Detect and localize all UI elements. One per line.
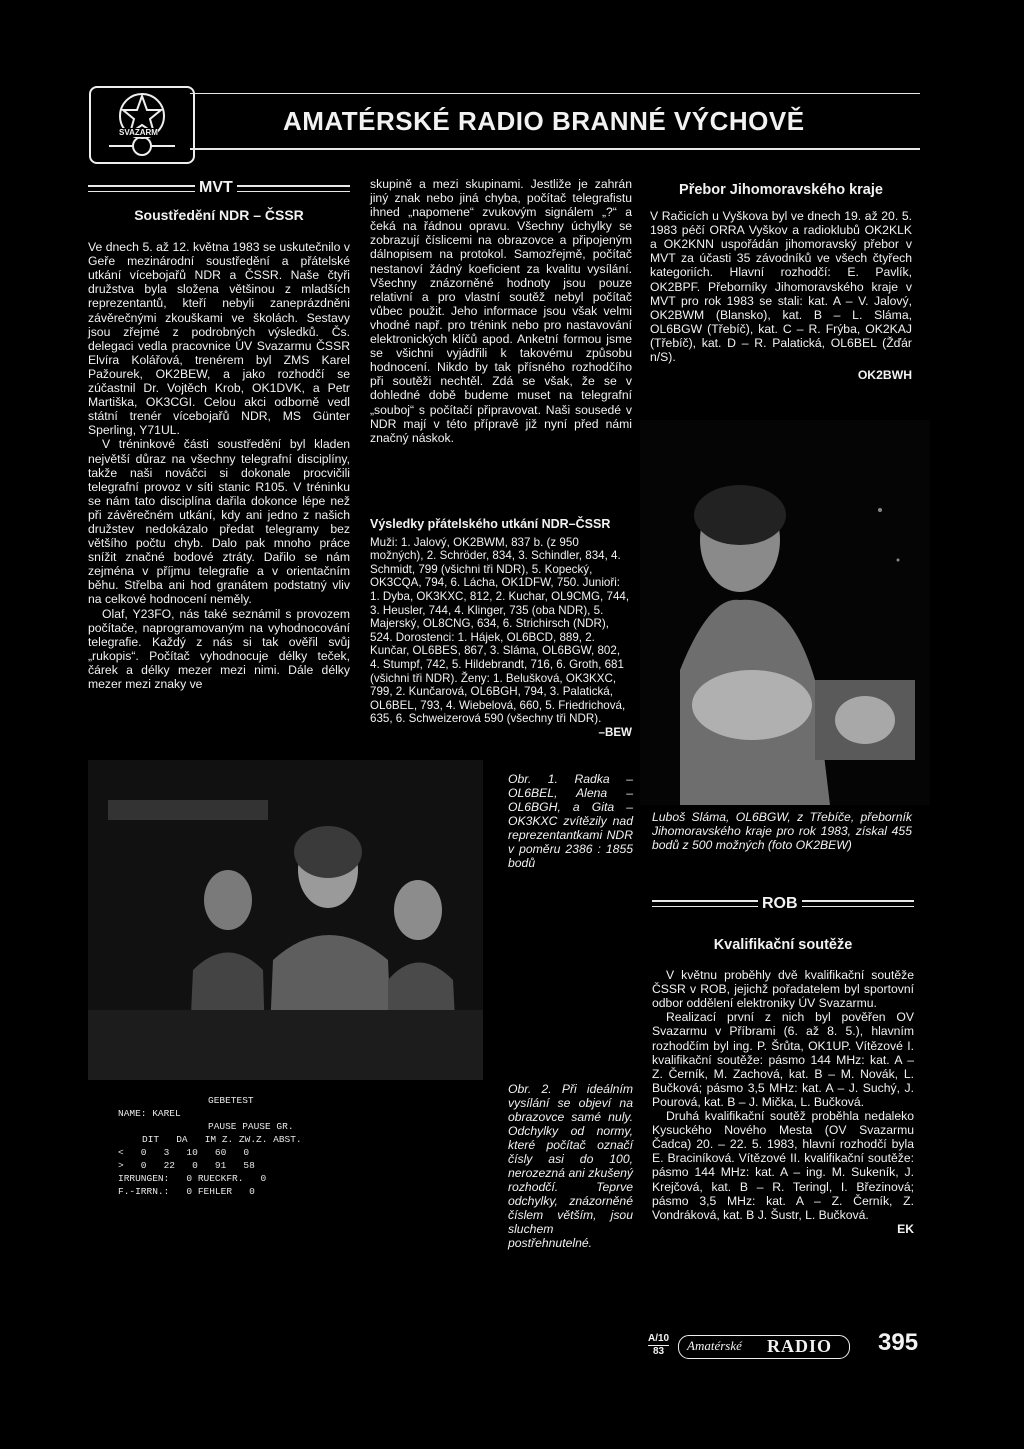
screen-photo bbox=[88, 1080, 483, 1285]
issue-top: A/10 bbox=[648, 1333, 670, 1344]
magazine-name: RADIO bbox=[767, 1336, 833, 1356]
header-rule-bottom bbox=[190, 148, 920, 150]
issue-number bbox=[648, 1333, 669, 1358]
screen-head1: PAUSE PAUSE GR. bbox=[208, 1121, 294, 1132]
left-column bbox=[88, 208, 350, 691]
left-paragraph-2: V tréninkové části soustředění byl kladen největší důraz na všechny telegrafní disciplíny, takže naši nováčci si dokonale procvičili telegrafní provoz v síti stanic R105. V tréninku se nám tato disciplína dařila dokonce lépe než při závěrečném utkání, kdy ani jedno z našich družstev nedokázalo předat telegramy bez většího počtu chyb. Dalo pak mnoho práce snížit značné bodové ztráty. Dařilo se nám zejména v příjmu telegrafie a v orientačním běhu. Střelba ani hod granátem podstatný vliv na celkové hodnocení neměly. bbox=[88, 437, 350, 607]
obr2-caption: Obr. 2. Při ideálním vysílání se objeví na obrazovce samé nuly. Odchylky od normy, které počítač označí čísly asi do 100, nerozezná ani zkušený rozhodčí. Teprve odchylky, znázorněné číslem větším, jsou sluchem postřehnutelné. bbox=[508, 1082, 633, 1250]
screen-row2: > 0 22 0 91 58 bbox=[118, 1160, 255, 1171]
team-photo bbox=[88, 760, 483, 1080]
rob-paragraph-1: V květnu proběhly dvě kvalifikační soutěže ČSSR v ROB, jejichž pořadatelem byl sportovní odbor oddělení elektroniky ÚV Svazarmu. bbox=[652, 968, 914, 1011]
mvt-banner: MVT bbox=[195, 179, 237, 197]
issue-bottom: 83 bbox=[653, 1346, 665, 1357]
right-heading: Přebor Jihomoravského kraje bbox=[679, 182, 883, 198]
rob-signature: EK bbox=[897, 1221, 914, 1236]
left-paragraph-3: Olaf, Y23FO, nás také seznámil s provozem počítače, naprogramovaným na vyhodnocování telegrafie. Každý z nás si tak ověřil svůj „rukopis“. Počítač vyhodnocuje délky teček, čárek a délky mezer mezi nimi. Dále délky mezer mezi znaky ve bbox=[88, 606, 350, 691]
screen-title: GEBETEST bbox=[208, 1095, 254, 1106]
right-column bbox=[650, 183, 912, 382]
rob-banner: ROB bbox=[758, 895, 802, 913]
results-signature: –BEW bbox=[598, 725, 632, 739]
results-block bbox=[370, 518, 632, 740]
portrait-photo bbox=[640, 420, 930, 805]
results-text: Muži: 1. Jalový, OK2BWM, 837 b. (z 950 možných), 2. Schröder, 834, 3. Schindler, 834, 4. Schmidt, 799 (všichni tři NDR), 5. Kopecký, OK3CQA, 794, 6. Lácha, OK1DFW, 750. Junioři: 1. Dyba, OK3KXC, 812, 2. Kuchar, OL9CMG, 744, 3. Heusler, 744, 4. Klinger, 735 (oba NDR), 5. Majerský, OL8CNG, 634, 6. Strichirsch (NDR), 524. Dorostenci: 1. Hájek, OL6BCD, 889, 2. Kunčar, OL6BES, 867, 3. Sláma, OL6BGW, 802, 4. Stumpf, 742, 5. Hildebrandt, 716, 6. Groth, 681 (všichni tři NDR). Ženy: 1. Belušková, OK3KXC, 799, 2. Kunčarová, OL6BGH, 794, 3. Palatická, OL6BEL, 793, 4. Wiebelová, 660, 5. Friedrichová, 635, 6. Schweizerová 590 (všechny tři NDR). bbox=[370, 535, 630, 726]
left-heading: Soustředění NDR – ČSSR bbox=[134, 207, 304, 223]
footer bbox=[640, 1325, 930, 1375]
left-paragraph-1: Ve dnech 5. až 12. května 1983 se uskutečnilo v Geře mezinárodní soustředění a přátelské utkání vícebojařů NDR a ČSSR. Naše čtyři družstva byla složena většinou z mladších reprezentantů, kteří nebyli zaneprázdněni závěrečnými zkouškami ve školách. Sestavy jsou zřejmé z podrobných výsledků. Čs. delegaci vedla pracovnice ÚV Svazarmu ČSSR Elvíra Kolářová, trenérem byl ZMS Karel Pažourek, OK2BEW, a jako rozhodčí se zúčastnil Dr. Vojtěch Krob, OK1DVK, a Petr Martiška, OK3CGI. Celou akci odborně vedl státní trenér vícebojařů NDR, MS Günter Sperling, Y71UL. bbox=[88, 240, 350, 438]
middle-paragraph-1: skupině a mezi skupinami. Jestliže je zahrán jiný znak nebo jiná chyba, počítač telegrafistu ihned „napomene“ zvukovým signálem „?“ a čeká na řádnou opravu. Všechny úchylky se zobrazují číslicemi na obrazovce a připojeným dálnopisem na protokol. Samozřejmě, počítač nestanoví žádný koeficient za kvalitu vysílání. Všechny znázorněné hodnoty jsou pouze relativní a pro vlastní soutěž nebyl počítač vůbec použit. Jeho informace jsou však velmi vhodné např. pro trénink nebo pro nastavování elektronických klíčů apod. Anketní formou jsme se všichni vyjádřili k takovému způsobu hodnocení. Nikdo by tak přísného rozhodčího při soutěži nechtěl. Zdá se však, že se v dohledné době budeme muset na telegrafní „souboj“ s počítačí připravovat. Naši sousedé v NDR mají v této přípravě již nyní před námi značný náskok. bbox=[370, 177, 632, 445]
screen-row1: < 0 3 10 60 0 bbox=[118, 1147, 250, 1158]
rob-paragraph-3: Druhá kvalifikační soutěž proběhla nedaleko Kysuckého Nového Mesta (OV Svazarmu Čadca) 20. – 22. 5. 1983, hlavní rozhodčí byla E. Braciníková. Vítězové II. kvalifikační soutěže: pásmo 144 MHz: kat. A – ing. M. Sukeník, J. Krejčová, kat. B – R. Teringl, I. Březinová; pásmo 3,5 MHz: kat. A – Z. Černík, Z. Vondráková, kat. B J. Šustr, L. Bučková. bbox=[652, 1109, 914, 1222]
middle-column bbox=[370, 177, 632, 445]
screen-row4: F.-IRRN.: 0 FEHLER 0 bbox=[118, 1186, 255, 1197]
magazine-logo bbox=[678, 1335, 850, 1359]
obr1-caption: Obr. 1. Radka – OL6BEL, Alena – OL6BGH, a Gita – OK3KXC zvítězily nad reprezentantkami NDR v poměru 2386 : 1855 bodů bbox=[508, 772, 633, 870]
right-signature: OK2BWH bbox=[857, 368, 912, 383]
rob-paragraph-2: Realizací první z nich byl pověřen OV Svazarmu v Příbrami (6. až 8. 5.), hlavním rozhodčím byl ing. P. Šrůta, OK1UP. Vítězové I. kvalifikační soutěže: pásmo 144 MHz: kat. A – Z. Černík, M. Zachová, kat. B – M. Novák, L. Bučková; pásmo 3,5 MHz: kat. A – J. Suchý, J. Pourová, kat. B – J. Mička, L. Bučková. bbox=[652, 1010, 914, 1109]
portrait-illustration bbox=[640, 420, 930, 805]
page-title: AMATÉRSKÉ RADIO BRANNÉ VÝCHOVĚ bbox=[283, 106, 805, 136]
results-title: Výsledky přátelského utkání NDR–ČSSR bbox=[370, 517, 611, 531]
screen-head2: DIT DA IM Z. ZW.Z. ABST. bbox=[142, 1134, 302, 1145]
screen-row3: IRRUNGEN: 0 RUECKFR. 0 bbox=[118, 1173, 267, 1184]
svazarm-logo bbox=[89, 86, 195, 164]
screen-display bbox=[110, 1094, 450, 1198]
page-number: 395 bbox=[878, 1329, 919, 1356]
logo-text: SVAZARM bbox=[119, 128, 158, 137]
star-emblem-icon bbox=[91, 88, 193, 162]
rob-heading: Kvalifikační soutěže bbox=[713, 937, 853, 953]
rob-column bbox=[652, 938, 914, 1236]
team-illustration bbox=[88, 760, 483, 1080]
right-paragraph-1: V Račicích u Vyškova byl ve dnech 19. až 20. 5. 1983 péčí ORRA Vyškov a radioklubů OK2KLK a OK2KNN uspořádán jihomoravský přebor v MVT za účasti 35 závodníků ve všech čtyřech kategoriích. Hlavní rozhodčí: E. Pavlík, OK2BPF. Přeborníky Jihomoravského kraje v MVT pro rok 1983 se stali: kat. A – V. Jalový, OK2BWM (Blansko), kat. B – L. Sláma, OL6BGW (Třebíč), kat. C – R. Frýba, OK2KAJ (Třebíč), kat. D – R. Palatická, OL6BEL (Žďár n/S). bbox=[650, 209, 912, 365]
screen-name: NAME: KAREL bbox=[118, 1108, 181, 1119]
portrait-caption: Luboš Sláma, OL6BGW, z Třebíče, přeborník Jihomoravského kraje pro rok 1983, získal 455 bodů z 500 možných (foto OK2BEW) bbox=[652, 810, 912, 852]
magazine-script: Amatérské bbox=[687, 1338, 742, 1353]
header-rule-top bbox=[190, 93, 920, 94]
